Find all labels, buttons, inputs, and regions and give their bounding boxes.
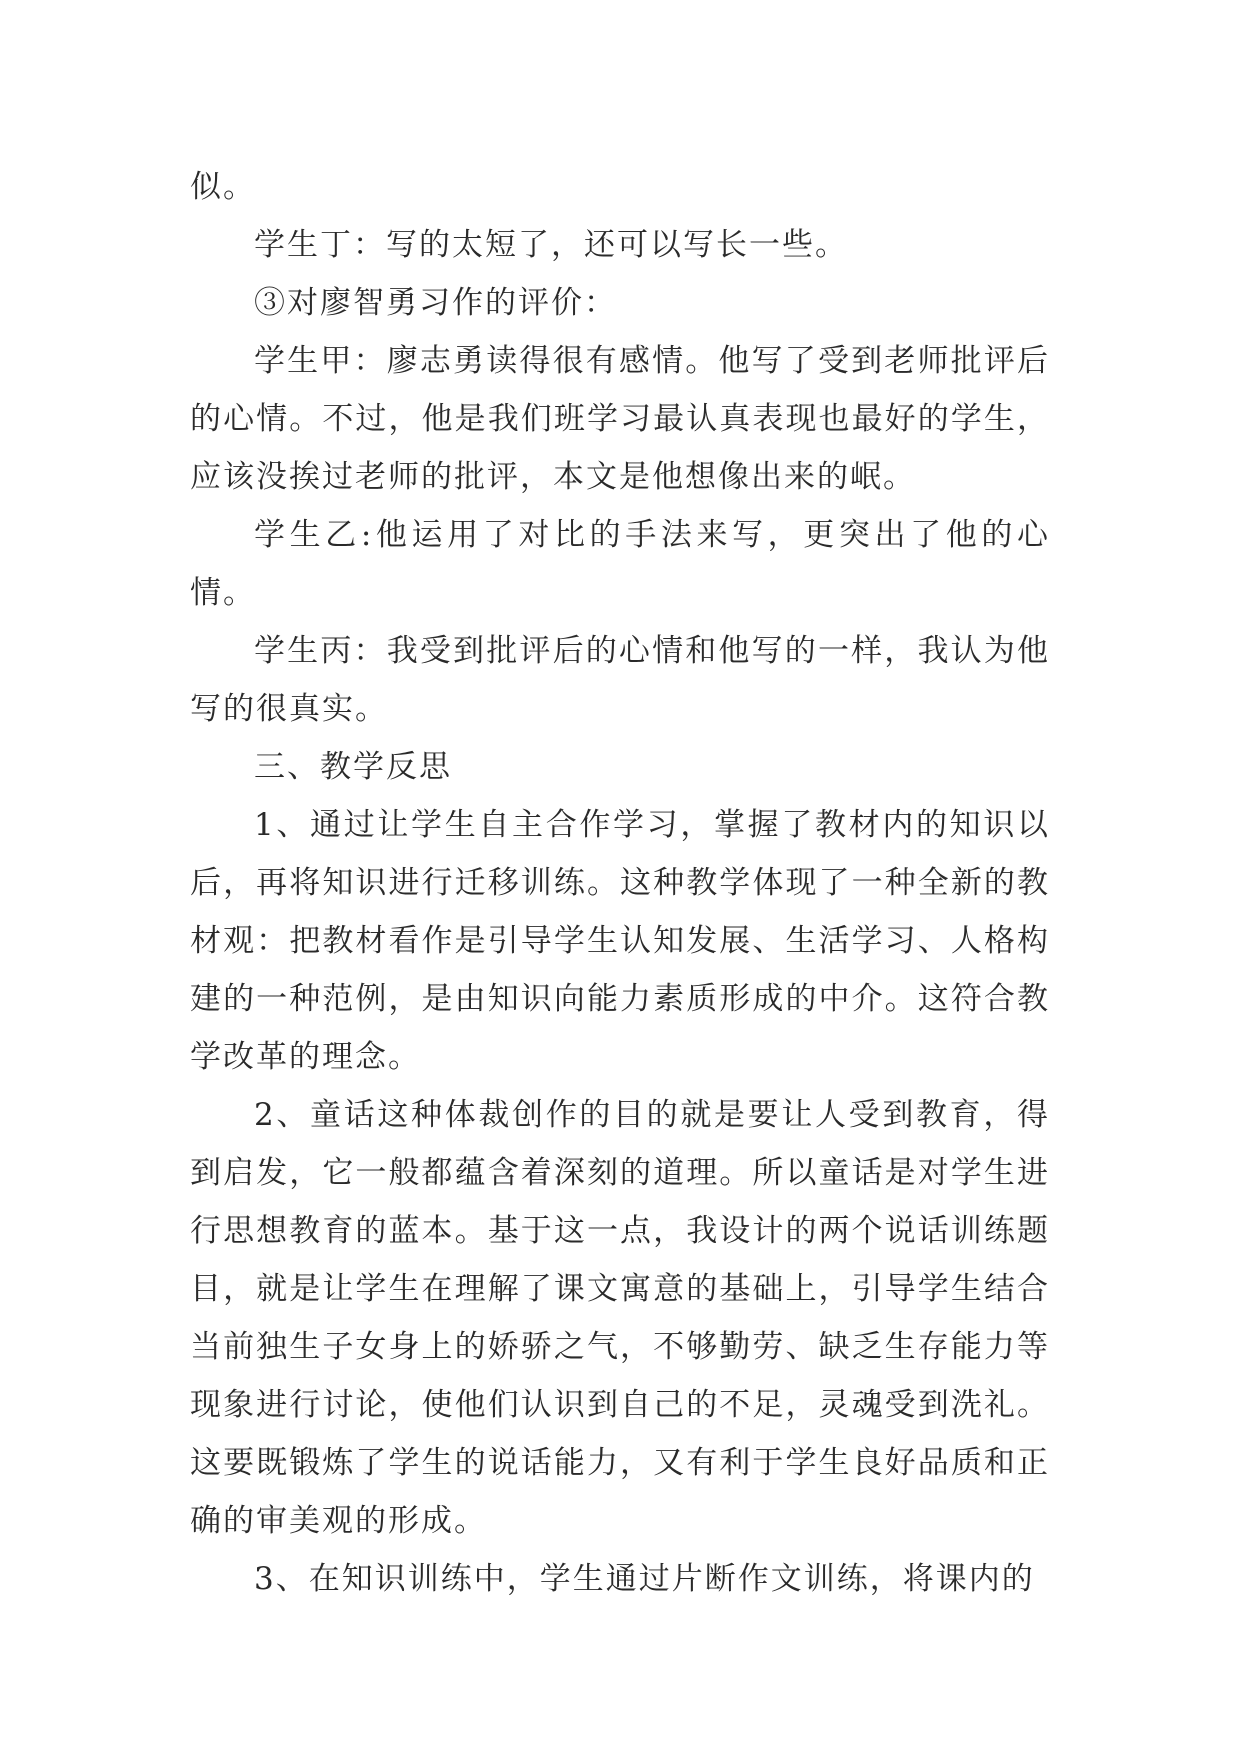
document-body (190, 158, 1050, 1608)
paragraph-reflection-1: 1、通过让学生自主合作学习，掌握了教材内的知识以后，再将知识进行迁移训练。这种教学体现了一种全新的教材观：把教材看作是引导学生认知发展、生活学习、人格构建的一种范例，是由知识向能力素质形成的中介。这符合教学改革的理念。 (190, 807, 1050, 1075)
paragraph-reflection-2: 2、童话这种体裁创作的目的就是要让人受到教育，得到启发，它一般都蕴含着深刻的道理。所以童话是对学生进行思想教育的蓝本。基于这一点，我设计的两个说话训练题目，就是让学生在理解了课文寓意的基础上，引导学生结合当前独生子女身上的娇骄之气，不够勤劳、缺乏生存能力等现象进行讨论，使他们认识到自己的不足，灵魂受到洗礼。这要既锻炼了学生的说话能力，又有利于学生良好品质和正确的审美观的形成。 (190, 1097, 1050, 1539)
paragraph-student-jia: 学生甲：廖志勇读得很有感情。他写了受到老师批评后的心情。不过，他是我们班学习最认真表现也最好的学生，应该没挨过老师的批评，本文是他想像出来的岷。 (190, 343, 1050, 495)
section-heading-reflection: 三、教学反思 (254, 749, 452, 785)
paragraph-student-bing: 学生丙：我受到批评后的心情和他写的一样，我认为他写的很真实。 (190, 633, 1050, 727)
paragraph-reflection-3: 3、在知识训练中，学生通过片断作文训练，将课内的 (254, 1561, 1035, 1597)
paragraph-student-yi: 学生乙:他运用了对比的手法来写，更突出了他的心情。 (190, 517, 1050, 611)
paragraph-continuation: 似。 (190, 169, 256, 205)
paragraph-student-ding: 学生丁：写的太短了，还可以写长一些。 (254, 227, 848, 263)
paragraph-evaluation-heading: ③对廖智勇习作的评价： (254, 285, 617, 321)
